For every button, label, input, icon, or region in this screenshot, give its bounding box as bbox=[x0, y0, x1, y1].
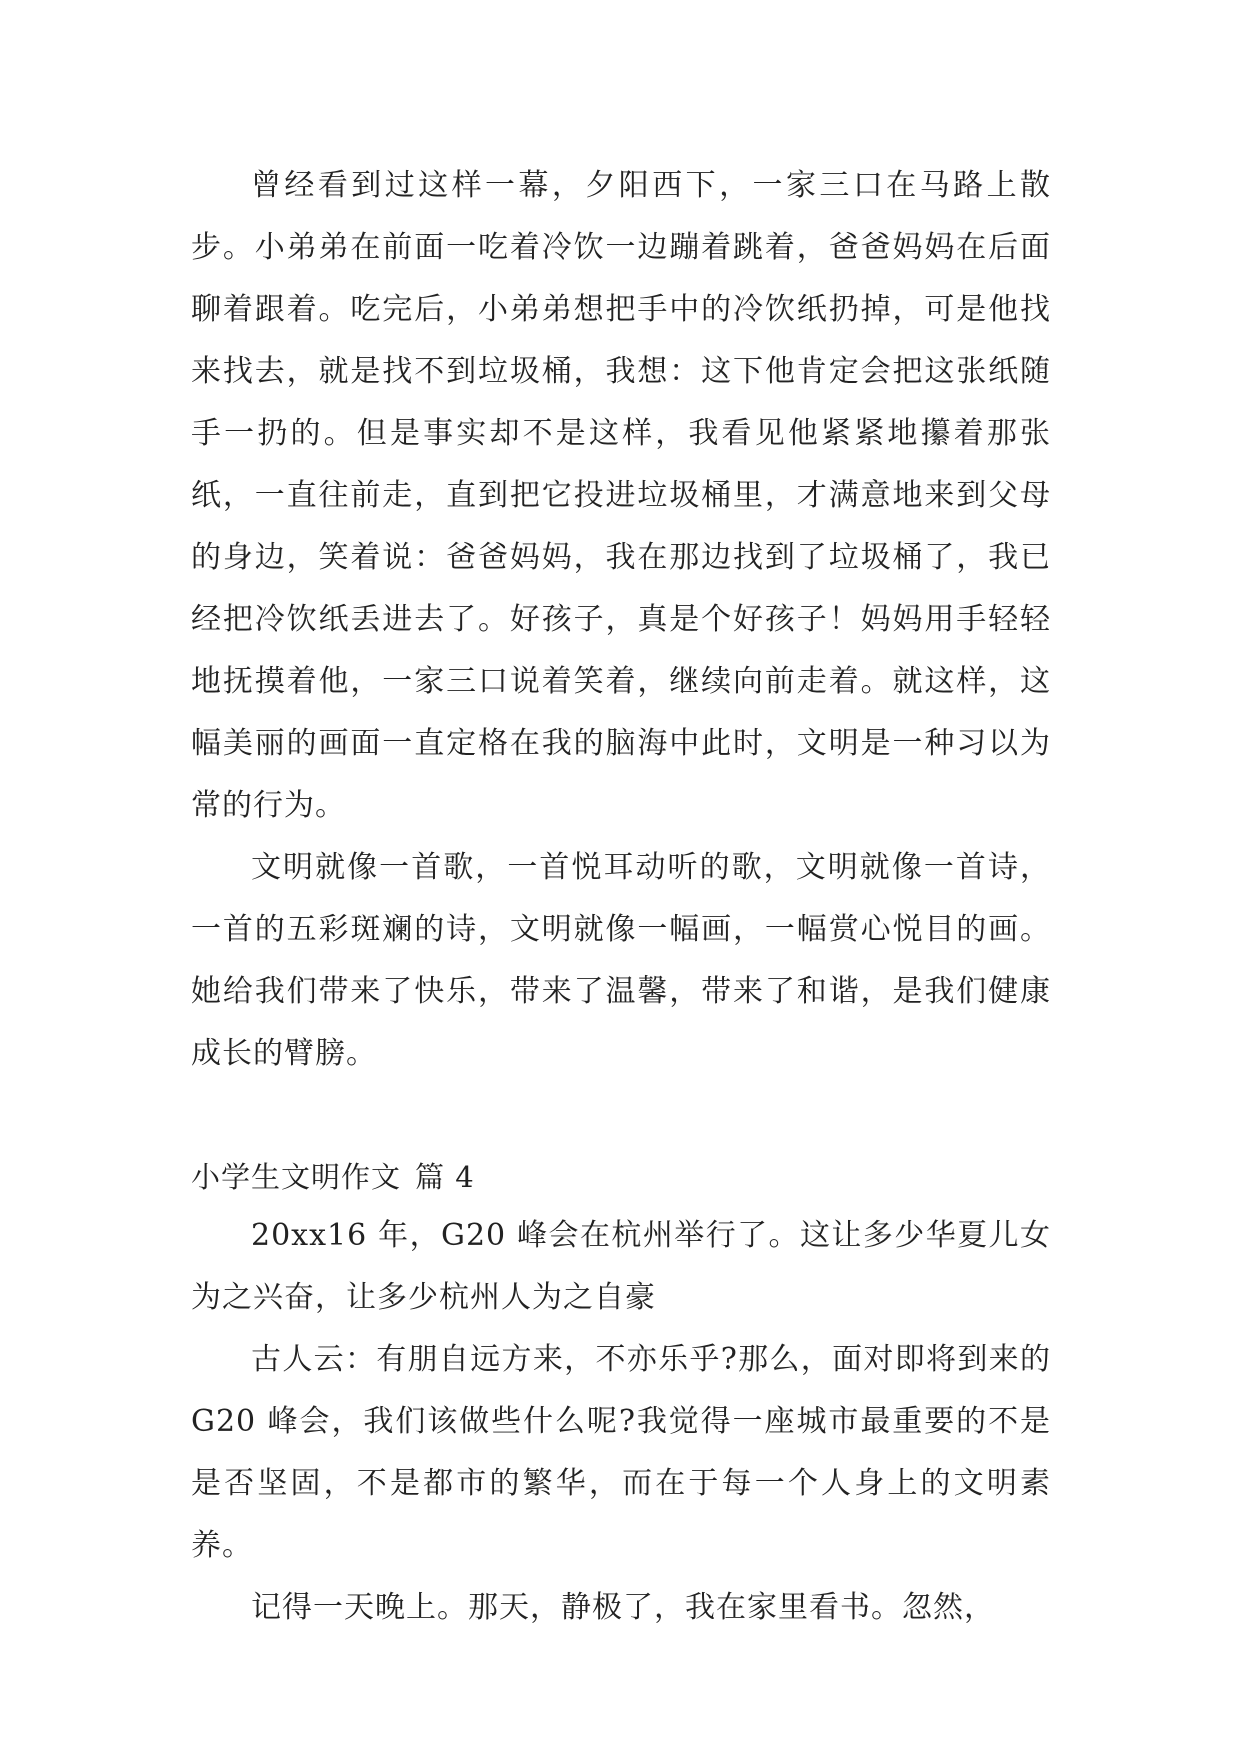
paragraph-civilization-song: 文明就像一首歌，一首悦耳动听的歌，文明就像一首诗，一首的五彩斑斓的诗，文明就像一幅画，一幅赏心悦目的画。她给我们带来了快乐，带来了温馨，带来了和谐，是我们健康成长的臂膀。 bbox=[191, 850, 1051, 1071]
paragraph-g20-summit: 20xx16 年，G20 峰会在杭州举行了。这让多少华夏儿女为之兴奋，让多少杭州人为之自豪 bbox=[191, 1218, 1051, 1315]
document-page bbox=[191, 155, 1051, 1639]
section-title: 小学生文明作文 bbox=[191, 1160, 402, 1194]
paragraph-family-walk: 曾经看到过这样一幕，夕阳西下，一家三口在马路上散步。小弟弟在前面一吃着冷饮一边蹦着跳着，爸爸妈妈在后面聊着跟着。吃完后，小弟弟想把手中的冷饮纸扔掉，可是他找来找去，就是找不到垃圾桶，我想：这下他肯定会把这张纸随手一扔的。但是事实却不是这样，我看见他紧紧地攥着那张纸，一直往前走，直到把它投进垃圾桶里，才满意地来到父母的身边，笑着说：爸爸妈妈，我在那边找到了垃圾桶了，我已经把冷饮纸丢进去了。好孩子，真是个好孩子！妈妈用手轻轻地抚摸着他，一家三口说着笑着，继续向前走着。就这样，这幅美丽的画面一直定格在我的脑海中此时，文明是一种习以为常的行为。 bbox=[191, 168, 1051, 823]
paragraph-one-evening: 记得一天晚上。那天，静极了，我在家里看书。忽然， bbox=[251, 1590, 995, 1625]
section-heading bbox=[191, 1149, 1051, 1205]
section-number: 篇 4 bbox=[415, 1160, 475, 1194]
paragraph-ancient-saying: 古人云：有朋自远方来，不亦乐乎?那么，面对即将到来的 G20 峰会，我们该做些什么呢?我觉得一座城市最重要的不是是否坚固，不是都市的繁华，而在于每一个人身上的文明素养。 bbox=[191, 1342, 1051, 1563]
